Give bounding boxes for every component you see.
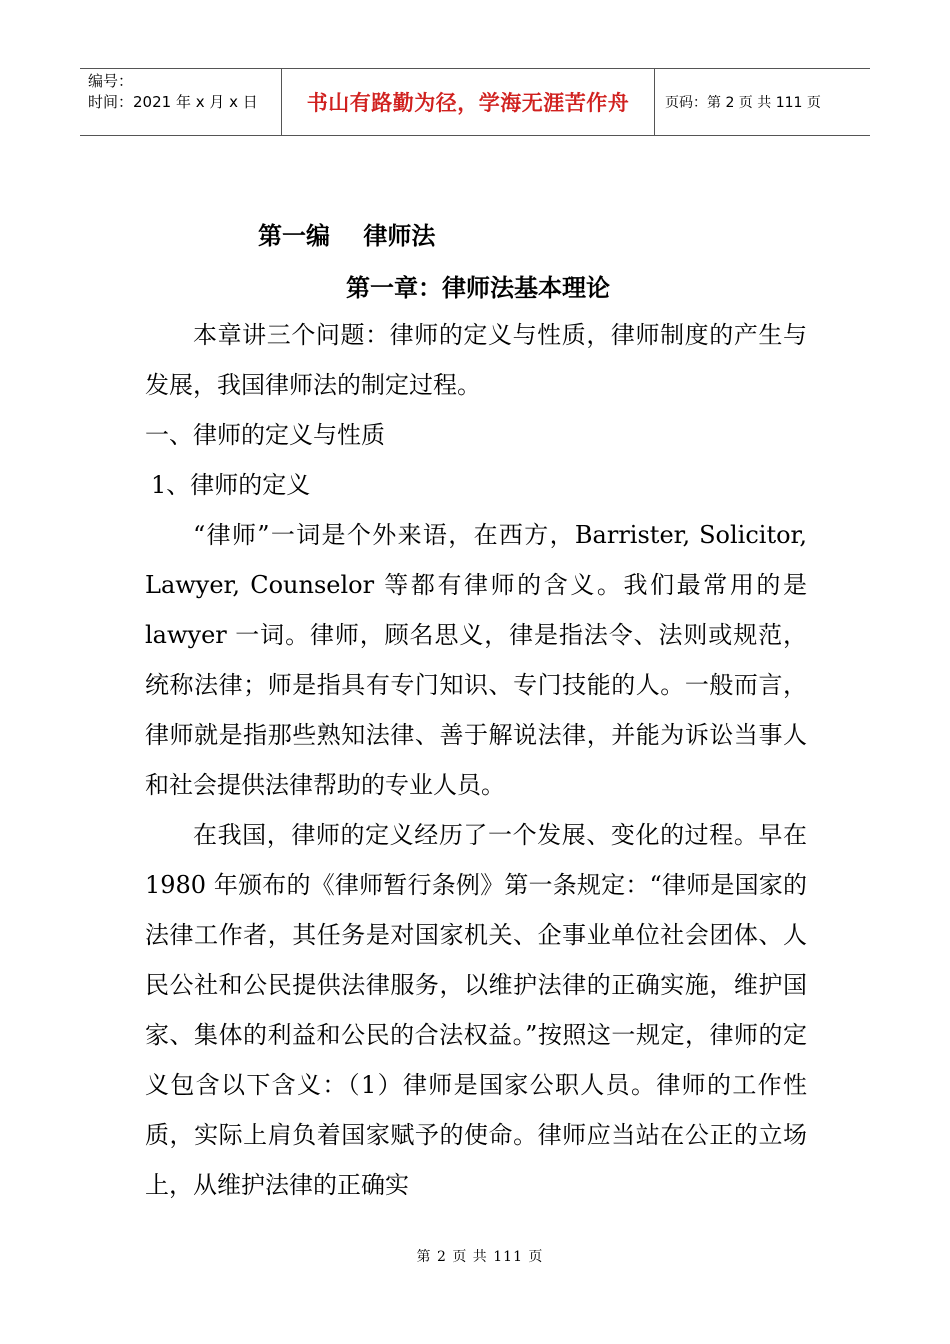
chapter-title: 第一章：律师法基本理论: [346, 274, 610, 302]
page-info-text: 页码：第 2 页 共 111 页: [665, 95, 821, 111]
page-footer: 第 2 页 共 111 页: [416, 1249, 544, 1265]
part-title: 第一编 律师法: [258, 222, 436, 250]
section-heading: 一、律师的定义与性质: [145, 421, 385, 449]
history-paragraph: 在我国，律师的定义经历了一个发展、变化的过程。早在 1980 年颁布的《律师暂行条例》第一条规定：“律师是国家的法律工作者，其任务是对国家机关、企事业单位社会团体、人民公社和公民提供法律服务，以维护法律的正确实施，维护国家、集体的利益和公民的合法权益。”按照这一规定，律师的定义包含以下含义：（1）律师是国家公职人员。律师的工作性质，实际上肩负着国家赋予的使命。律师应当站在公正的立场上，从维护法律的正确实: [145, 821, 807, 1199]
serial-number-label: 编号：: [88, 72, 134, 90]
header-meta: [80, 69, 282, 135]
motto-text: 书山有路勤为径，学海无涯苦作舟: [306, 91, 630, 115]
header-page-info: [655, 69, 870, 135]
date-label: 时间：2021 年 x 月 x 日: [88, 93, 258, 111]
document-body: [145, 310, 807, 1210]
subsection-heading: 1、律师的定义: [151, 471, 311, 499]
definition-paragraph: “律师”一词是个外来语，在西方，Barrister, Solicitor, Lawyer, Counselor 等都有律师的含义。我们最常用的是 lawyer 一词。律师，顾名思义，律是指法令、法则或规范，统称法律；师是指具有专门知识、专门技能的人。一般而言，律师就是指那些熟知法律、善于解说法律，并能为诉讼当事人和社会提供法律帮助的专业人员。: [145, 521, 807, 799]
header-motto: [282, 69, 655, 135]
intro-paragraph: 本章讲三个问题：律师的定义与性质，律师制度的产生与发展，我国律师法的制定过程。: [145, 321, 807, 399]
page-header: [80, 68, 870, 136]
